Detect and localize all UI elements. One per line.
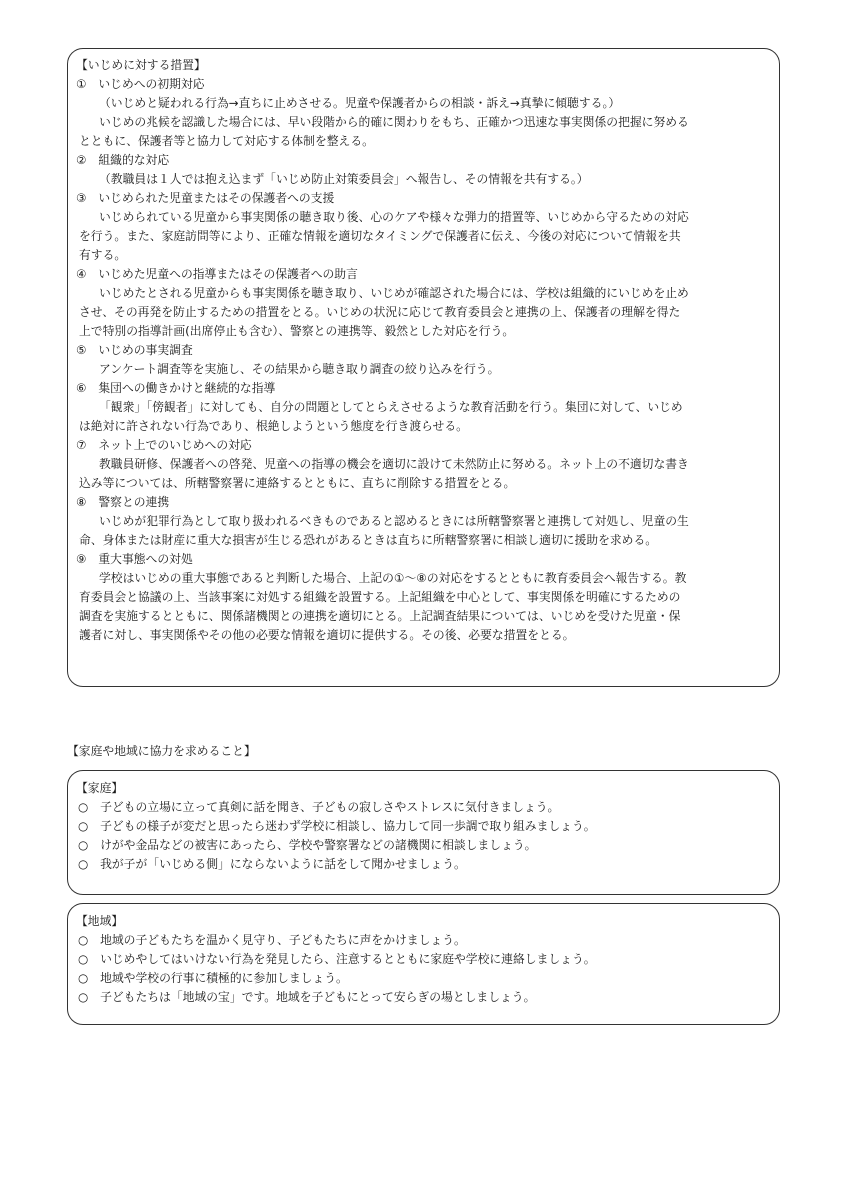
item-text: 護者に対し、事実関係やその他の必要な情報を適切に提供する。その後、必要な措置をとる。 <box>79 628 575 642</box>
item-text: いじめの兆候を認識した場合には、早い段階から的確に関わりをもち、正確かつ迅速な事実関係の把握に努める <box>99 115 689 129</box>
item-text: は絶対に許されない行為であり、根絶しようという態度を行き渡らせる。 <box>79 419 468 433</box>
home-heading: 【家庭】 <box>76 781 124 795</box>
cooperation-heading: 【家庭や地域に協力を求めること】 <box>67 744 256 758</box>
item-text: （教職員は１人では抱え込まず「いじめ防止対策委員会」へ報告し、その情報を共有する。） <box>99 172 589 186</box>
home-item: ○ 我が子が「いじめる側」にならないように話をして聞かせましょう。 <box>78 857 466 871</box>
home-item: ○ けがや金品などの被害にあったら、学校や警察署などの諸機関に相談しましょう。 <box>78 838 537 852</box>
item-text: とともに、保護者等と協力して対応する体制を整える。 <box>79 134 374 148</box>
item-text: いじめられている児童から事実関係の聴き取り後、心のケアや様々な弾力的措置等、いじめから守るための対応 <box>99 210 689 224</box>
item-title: ③ いじめられた児童またはその保護者への支援 <box>76 191 335 205</box>
item-title: ② 組織的な対応 <box>76 153 170 167</box>
community-heading: 【地域】 <box>76 914 124 928</box>
item-title: ⑧ 警察との連携 <box>76 495 170 509</box>
item-title: ⑤ いじめの事実調査 <box>76 343 193 357</box>
item-text: 育委員会と協議の上、当該事案に対処する組織を設置する。上記組織を中心として、事実関係を明確にするための <box>79 590 681 604</box>
community-item: ○ 地域や学校の行事に積極的に参加しましょう。 <box>78 971 348 985</box>
item-text: 「観衆」「傍観者」に対しても、自分の問題としてとらえさせるような教育活動を行う。集団に対して、いじめ <box>99 400 683 414</box>
item-text: アンケート調査等を実施し、その結果から聴き取り調査の絞り込みを行う。 <box>99 362 500 376</box>
community-item: ○ いじめやしてはいけない行為を発見したら、注意するとともに家庭や学校に連絡しましょう。 <box>78 952 596 966</box>
item-text: 込み等については、所轄警察署に連絡するとともに、直ちに削除する措置をとる。 <box>79 476 516 490</box>
item-title: ⑨ 重大事態への対処 <box>76 552 193 566</box>
item-text: （いじめと疑われる行為→直ちに止めさせる。児童や保護者からの相談・訴え→真摯に傾聴する。） <box>99 96 621 110</box>
item-text: させ、その再発を防止するための措置をとる。いじめの状況に応じて教育委員会と連携の上、保護者の理解を得た <box>79 305 681 319</box>
item-text: いじめが犯罪行為として取り扱われるべきものであると認めるときには所轄警察署と連携して対処し、児童の生 <box>99 514 689 528</box>
item-title: ⑥ 集団への働きかけと継続的な指導 <box>76 381 276 395</box>
item-text: いじめたとされる児童からも事実関係を聴き取り、いじめが確認された場合には、学校は組織的にいじめを止め <box>99 286 689 300</box>
home-item: ○ 子どもの様子が変だと思ったら迷わず学校に相談し、協力して同一歩調で取り組みましょう。 <box>78 819 596 833</box>
item-title: ⑦ ネット上でのいじめへの対応 <box>76 438 252 452</box>
item-text: を行う。また、家庭訪問等により、正確な情報を適切なタイミングで保護者に伝え、今後の対応について情報を共 <box>79 229 681 243</box>
item-text: 学校はいじめの重大事態であると判断した場合、上記の①～⑧の対応をするとともに教育委員会へ報告する。教 <box>99 571 687 585</box>
community-item: ○ 子どもたちは「地域の宝」です。地域を子どもにとって安らぎの場としましょう。 <box>78 990 536 1004</box>
item-title: ④ いじめた児童への指導またはその保護者への助言 <box>76 267 358 281</box>
item-text: 有する。 <box>79 248 127 262</box>
measures-heading: 【いじめに対する措置】 <box>76 58 206 72</box>
community-item: ○ 地域の子どもたちを温かく見守り、子どもたちに声をかけましょう。 <box>78 933 466 947</box>
item-text: 命、身体または財産に重大な損害が生じる恐れがあるときは直ちに所轄警察署に相談し適切に援助を求める。 <box>79 533 658 547</box>
home-item: ○ 子どもの立場に立って真剣に話を聞き、子どもの寂しさやストレスに気付きましょう。 <box>78 800 560 814</box>
item-text: 上で特別の指導計画(出席停止も含む）、警察との連携等、毅然とした対応を行う。 <box>79 324 515 338</box>
item-title: ① いじめへの初期対応 <box>76 77 205 91</box>
item-text: 調査を実施するとともに、関係諸機関との連携を適切にとる。上記調査結果については、いじめを受けた児童・保 <box>79 609 681 623</box>
item-text: 教職員研修、保護者への啓発、児童への指導の機会を適切に設けて未然防止に努める。ネット上の不適切な書き <box>99 457 689 471</box>
